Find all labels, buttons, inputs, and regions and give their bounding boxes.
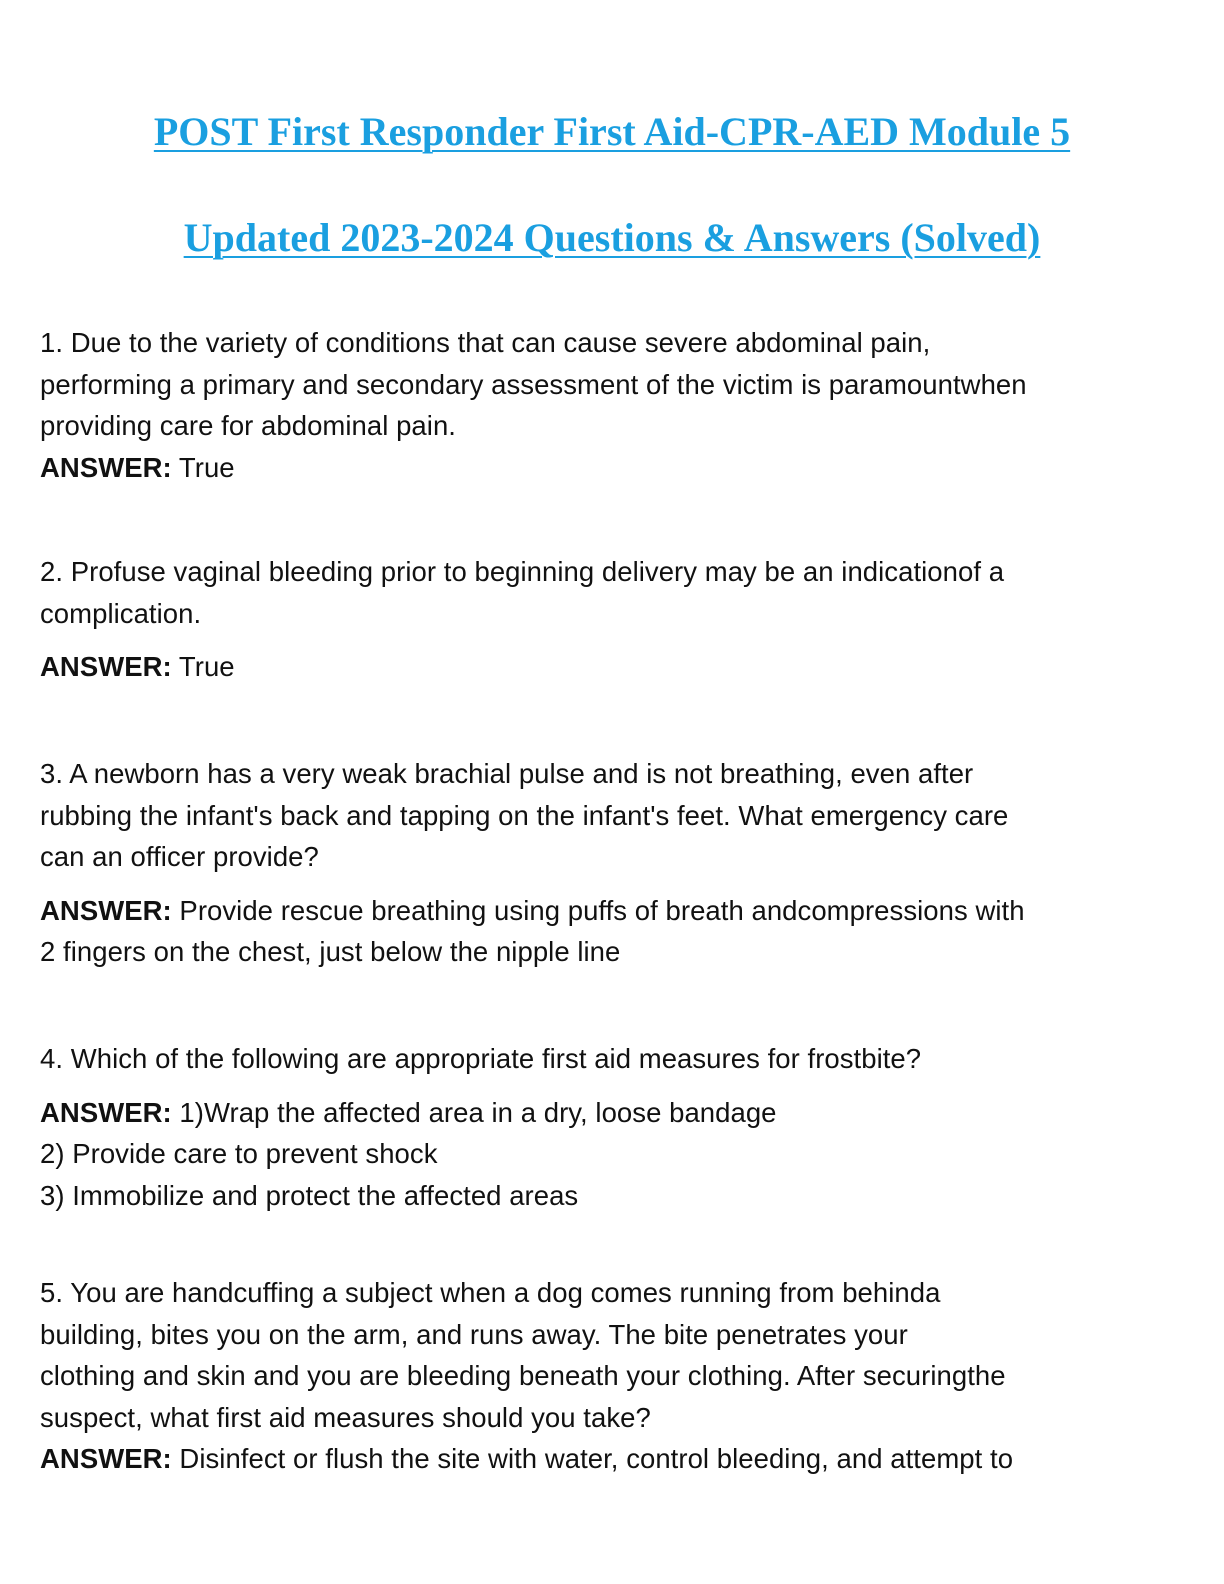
answer-text-5: Disinfect or flush the site with water, control bleeding, and attempt to <box>171 1443 1014 1474</box>
question-1: 1. Due to the variety of conditions that can cause severe abdominal pain, performing a primary and secondary assessment of the victim is paramountwhen providing care for abdominal pain. <box>40 327 1027 441</box>
answer-2 <box>40 646 1190 688</box>
answer-1 <box>40 447 1190 489</box>
answer-4 <box>40 1092 1190 1217</box>
question-3: 3. A newborn has a very weak brachial pulse and is not breathing, even after rubbing the infant's back and tapping on the infant's feet. What emergency care can an officer provide? <box>40 758 1009 872</box>
qa-item-4 <box>40 1038 1190 1216</box>
answer-label: ANSWER: <box>40 651 172 682</box>
document-title <box>0 108 1224 262</box>
qa-item-3 <box>40 753 1190 973</box>
question-2: 2. Profuse vaginal bleeding prior to beginning delivery may be an indicationof a complication. <box>40 556 1005 629</box>
question-4: 4. Which of the following are appropriate first aid measures for frostbite? <box>40 1043 922 1074</box>
answer-text-3: Provide rescue breathing using puffs of breath andcompressions with 2 fingers on the chest, just below the nipple line <box>40 894 1025 967</box>
answer-text-2: True <box>171 651 235 682</box>
answer-label: ANSWER: <box>40 1096 172 1128</box>
title-line-2: Updated 2023-2024 Questions & Answers (Solved) <box>183 215 1041 260</box>
qa-item-1 <box>40 322 1190 488</box>
answer-label: ANSWER: <box>40 894 172 926</box>
answer-3 <box>40 890 1190 973</box>
question-5: 5. You are handcuffing a subject when a dog comes running from behinda building, bites you on the arm, and runs away. The bite penetrates your clothing and skin and you are bleeding beneath your clothing. After securingthe suspect, what first aid measures should you take? <box>40 1277 1006 1433</box>
answer-label: ANSWER: <box>40 451 172 483</box>
answer-label: ANSWER: <box>40 1443 172 1474</box>
answer-text-4: 1)Wrap the affected area in a dry, loose bandage 2) Provide care to prevent shock 3) Immobilize and protect the affected areas <box>40 1096 777 1211</box>
answer-5 <box>40 1438 1190 1480</box>
title-line-1: POST First Responder First Aid-CPR-AED Module 5 <box>153 109 1071 154</box>
qa-item-5 <box>40 1272 1190 1480</box>
answer-text-1: True <box>171 451 235 483</box>
qa-item-2 <box>40 551 1190 688</box>
